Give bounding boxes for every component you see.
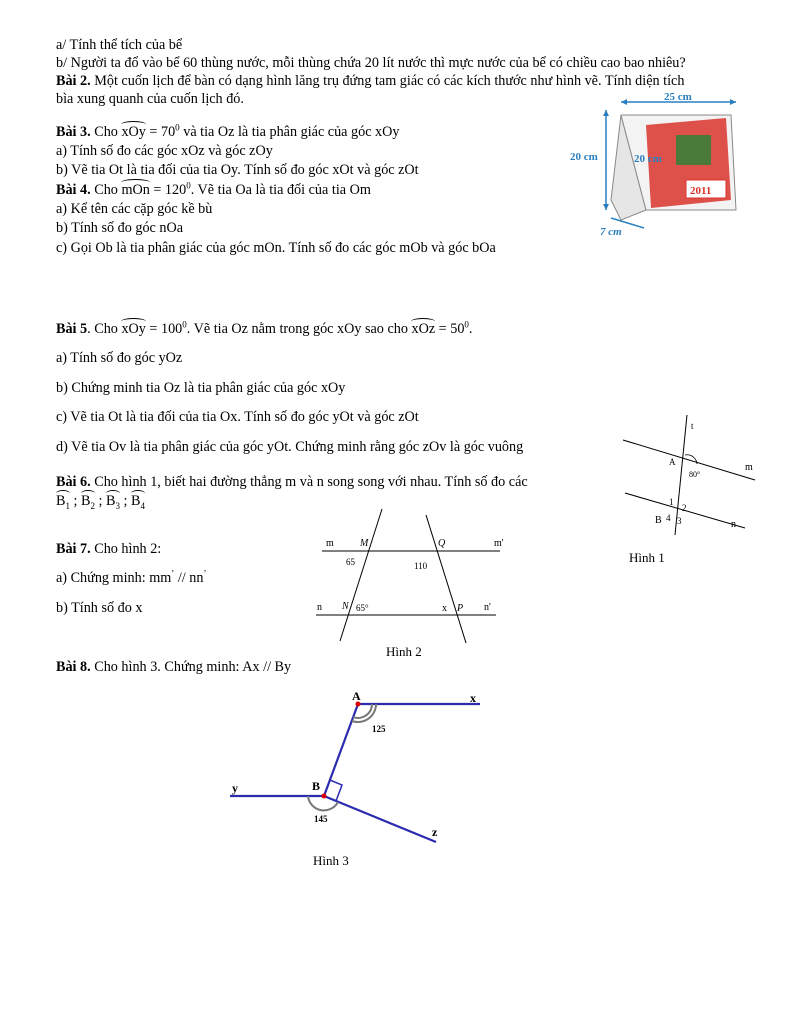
svg-text:1: 1 bbox=[669, 497, 674, 507]
svg-text:80°: 80° bbox=[689, 470, 701, 479]
exercise-3: Bài 3. Cho xOy = $70^0$ và tia Oz là tia phân giác của góc xOy bbox=[56, 122, 400, 140]
svg-text:4: 4 bbox=[666, 513, 671, 523]
ray-Bz bbox=[324, 796, 436, 842]
text-line-2: b/ Người ta đổ vào bể 60 thùng nước, mỗi thùng chứa 20 lít nước thì mực nước của bể có chiều cao bao nhiêu? bbox=[56, 55, 686, 71]
svg-text:2: 2 bbox=[682, 503, 687, 513]
calendar-year: 2011 bbox=[690, 185, 712, 197]
exercise-5-b: b) Chứng minh tia Oz là tia phân giác của góc xOy bbox=[56, 380, 346, 396]
exercise-4-c: c) Gọi Ob là tia phân giác của góc mOn. Tính số đo các góc mOb và góc bOa bbox=[56, 240, 496, 256]
svg-text:m: m bbox=[745, 462, 753, 473]
exercise-4-a: a) Kể tên các cặp góc kề bù bbox=[56, 201, 213, 217]
exercise-7-a: a) Chứng minh: mm’ // nn’ bbox=[56, 568, 207, 586]
svg-text:n: n bbox=[731, 519, 736, 530]
dim-top-label: 25 cm bbox=[664, 91, 692, 103]
svg-text:P: P bbox=[457, 603, 464, 614]
exercise-4-b: b) Tính số đo góc nOa bbox=[56, 220, 184, 236]
svg-text:m: m bbox=[326, 538, 334, 549]
dim-bottom-label: 7 cm bbox=[600, 226, 622, 238]
svg-text:y: y bbox=[232, 781, 238, 795]
calendar-figure bbox=[566, 90, 746, 240]
svg-text:125: 125 bbox=[372, 724, 386, 734]
exercise-3-b: b) Vẽ tia Ot là tia đối của tia Oy. Tính số đo góc xOt và góc zOt bbox=[56, 162, 419, 178]
svg-text:m': m' bbox=[494, 538, 504, 549]
exercise-5: Bài 5. Cho xOy = $100^0$. Vẽ tia Oz nằm trong góc xOy sao cho xOz = $50^0$. bbox=[56, 319, 473, 337]
svg-text:Q: Q bbox=[438, 538, 446, 549]
svg-text:N: N bbox=[342, 601, 349, 612]
exercise-5-d: d) Vẽ tia Ov là tia phân giác của góc yOt. Chứng minh rằng góc zOv là góc vuông bbox=[56, 439, 524, 455]
svg-text:x: x bbox=[442, 603, 447, 614]
svg-text:M: M bbox=[360, 538, 369, 549]
exercise-3-a: a) Tính số đo các góc xOz và góc zOy bbox=[56, 143, 273, 159]
exercise-8: Bài 8. Cho hình 3. Chứng minh: Ax // By bbox=[56, 659, 292, 675]
transversal-right bbox=[426, 515, 466, 643]
text-line-1: a/ Tính thể tích của bể bbox=[56, 37, 183, 53]
exercise-6-angles: $B_1$ ; $B_2$ ; $B_3$ ; $B_4$ bbox=[56, 493, 146, 511]
figure-1-caption: Hình 1 bbox=[629, 550, 665, 565]
svg-text:t: t bbox=[691, 421, 694, 431]
transversal-left bbox=[340, 509, 382, 641]
svg-text:110: 110 bbox=[414, 561, 428, 571]
svg-text:A: A bbox=[669, 457, 676, 467]
svg-text:z: z bbox=[432, 825, 438, 839]
svg-text:145: 145 bbox=[314, 814, 328, 824]
dim-mid-label: 20 cm bbox=[634, 153, 662, 165]
exercise-7: Bài 7. Cho hình 2: bbox=[56, 541, 162, 557]
exercise-2: Bài 2. Một cuốn lịch để bàn có dạng hình lăng trụ đứng tam giác có các kích thước như hình vẽ. Tính diện tích bbox=[56, 73, 685, 89]
figure-2-caption: Hình 2 bbox=[386, 644, 422, 659]
exercise-6: Bài 6. Cho hình 1, biết hai đường thẳng m và n song song với nhau. Tính số đo các bbox=[56, 474, 528, 490]
exercise-2-cont: bìa xung quanh của cuốn lịch đó. bbox=[56, 91, 244, 107]
svg-text:3: 3 bbox=[677, 516, 682, 526]
svg-text:n': n' bbox=[484, 602, 491, 613]
svg-text:B: B bbox=[312, 779, 321, 793]
exercise-7-b: b) Tính số đo x bbox=[56, 600, 143, 616]
figure-1 bbox=[615, 415, 760, 540]
exercise-5-c: c) Vẽ tia Ot là tia đối của tia Ox. Tính số đo góc yOt và góc zOt bbox=[56, 409, 419, 425]
dim-left-label: 20 cm bbox=[570, 151, 598, 163]
exercise-4: Bài 4. Cho mOn = $120^0$. Vẽ tia Oa là tia đối của tia Om bbox=[56, 180, 371, 198]
svg-text:B: B bbox=[655, 515, 662, 526]
exercise-5-a: a) Tính số đo góc yOz bbox=[56, 350, 183, 366]
figure-3 bbox=[228, 688, 488, 848]
svg-text:65: 65 bbox=[346, 557, 355, 567]
svg-text:x: x bbox=[470, 691, 476, 705]
figure-3-caption: Hình 3 bbox=[313, 853, 349, 868]
svg-text:A: A bbox=[352, 689, 361, 703]
figure-2 bbox=[312, 505, 512, 645]
svg-text:n: n bbox=[317, 602, 322, 613]
svg-text:65°: 65° bbox=[356, 603, 369, 613]
